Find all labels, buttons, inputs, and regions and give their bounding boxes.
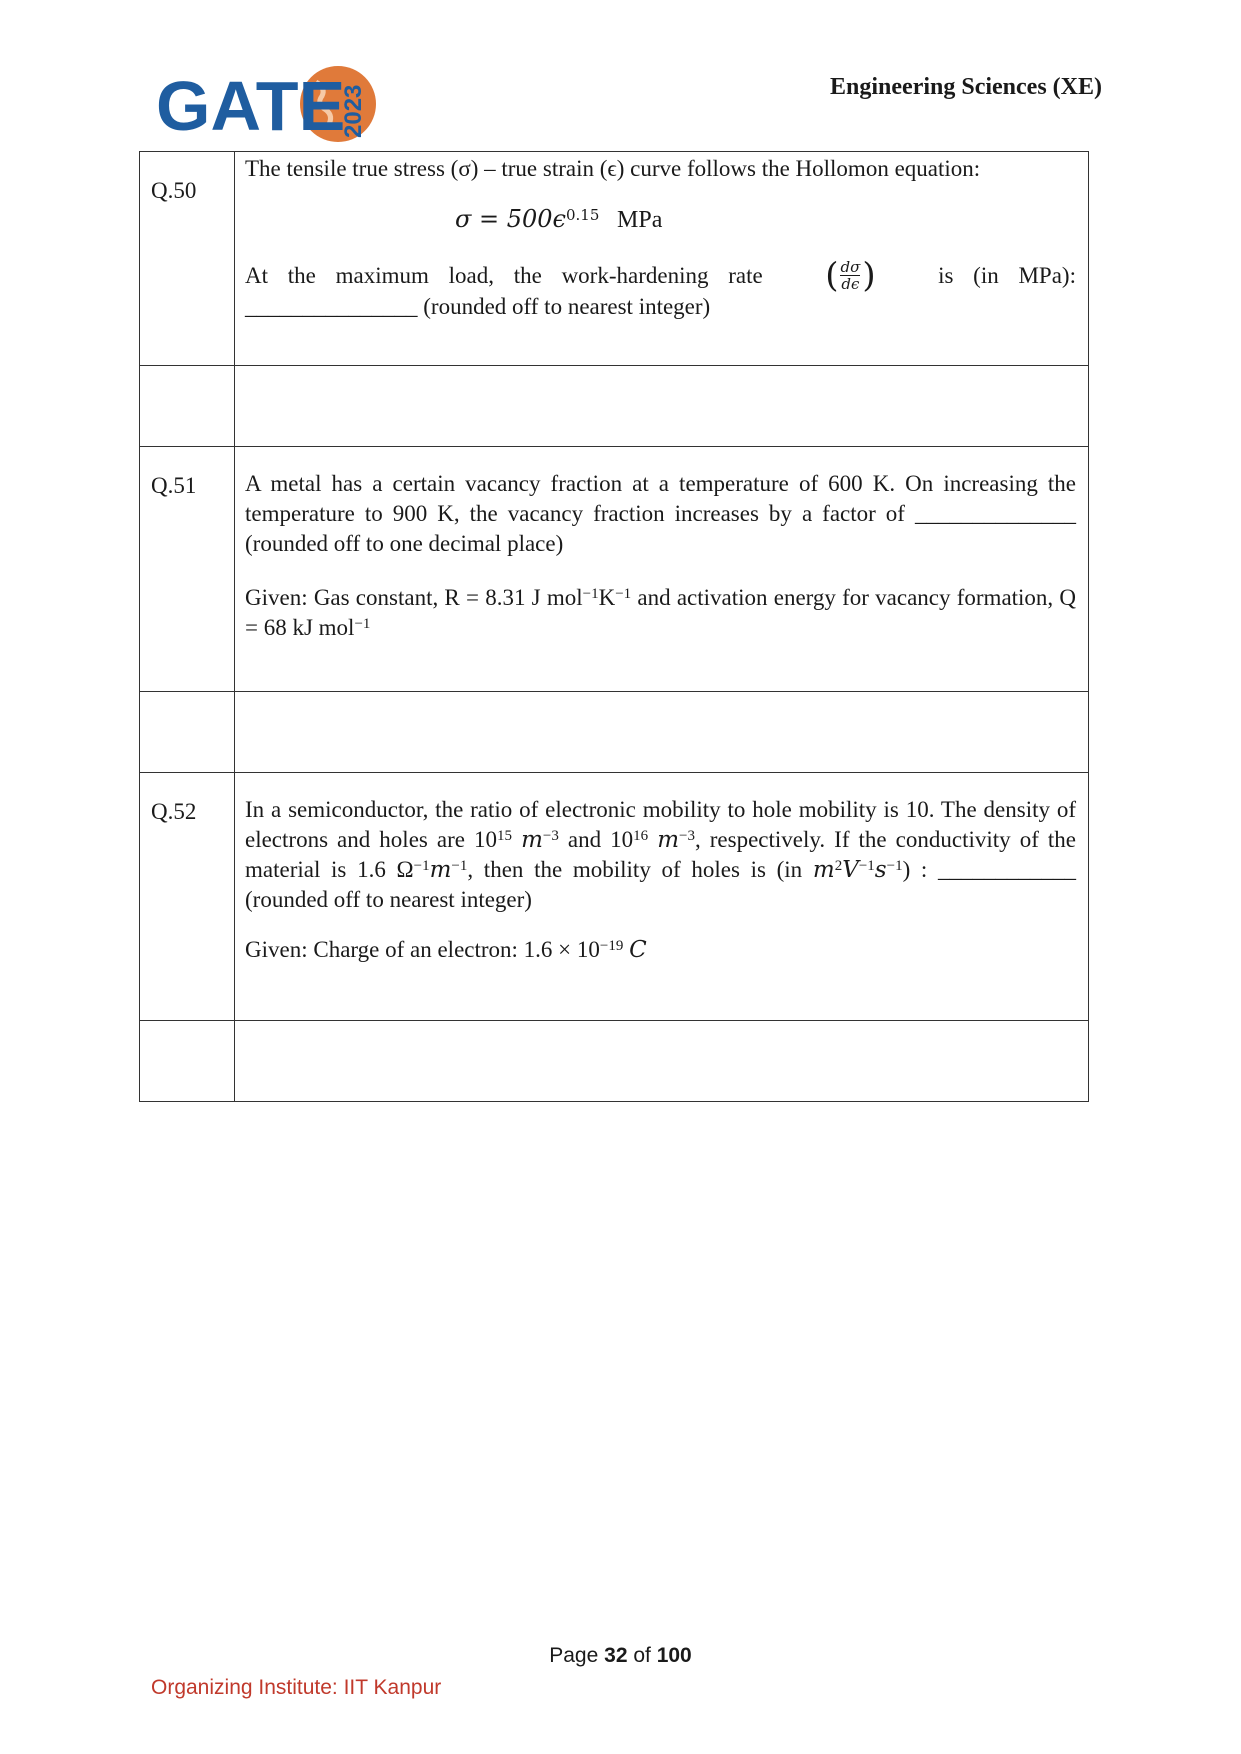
- unit-m: m: [429, 857, 452, 883]
- question-number: Q.52: [140, 773, 235, 1021]
- logo-year-text: 2023: [340, 84, 367, 138]
- given-text-c: and activation energy for vacancy formation, Q = 68 kJ mol: [245, 585, 1077, 640]
- empty-cell: [140, 366, 235, 447]
- page-number: [0, 1644, 1241, 1668]
- exponent: −1: [413, 858, 430, 874]
- gate-2023-logo: [156, 60, 376, 146]
- question-intro: The tensile true stress (σ) – true strain (ϵ) curve follows the Hollomon equation:: [245, 156, 981, 181]
- text-b: and 10: [567, 827, 634, 852]
- equation-exponent: 0.15: [566, 206, 600, 224]
- prompt-text-b: is (in MPa):: [938, 262, 1076, 288]
- question-number: Q.50: [140, 152, 235, 366]
- question-row: [140, 447, 1089, 692]
- exponent: −1: [615, 586, 632, 602]
- frac-numerator: dσ: [840, 258, 861, 277]
- unit-m: m: [657, 827, 679, 853]
- answer-row: [140, 1021, 1089, 1102]
- derivative-fraction: ( $\frac{d\sigma}{d\epsilon}$ ): [825, 255, 876, 296]
- exponent: −1: [451, 858, 468, 874]
- question-given: [245, 935, 1076, 965]
- answer-line: _______________ (rounded off to nearest integer): [245, 294, 711, 320]
- empty-cell: [235, 1021, 1089, 1102]
- question-body: [235, 152, 1089, 366]
- logo-gate-text: GATE: [156, 67, 346, 145]
- equation-unit: MPa: [617, 207, 663, 233]
- empty-cell: [235, 366, 1089, 447]
- exponent: −1: [354, 616, 371, 632]
- empty-cell: [235, 692, 1089, 773]
- given-text: Given: Charge of an electron: 1.6 × 10: [245, 937, 600, 962]
- exponent: −1: [582, 586, 599, 602]
- answer-row: [140, 692, 1089, 773]
- question-table: [139, 151, 1089, 1102]
- question-row: [140, 152, 1089, 366]
- unit-m: m: [521, 827, 543, 853]
- empty-cell: [140, 1021, 235, 1102]
- given-text-b: K: [598, 585, 616, 610]
- empty-cell: [140, 692, 235, 773]
- exponent: −1: [886, 858, 903, 874]
- unit-c: C: [629, 937, 647, 963]
- exponent: 2: [834, 858, 843, 874]
- hollomon-equation: [245, 204, 1076, 235]
- exponent: 16: [633, 828, 649, 844]
- question-row: [140, 773, 1089, 1021]
- exponent: −1: [858, 858, 875, 874]
- text-a: In a semiconductor, the ratio of electronic mobility to hole mobility is 10. The density of electrons and holes are 10: [245, 797, 1076, 852]
- question-text: A metal has a certain vacancy fraction at a temperature of 600 K. On increasing the temperature to 900 K, the vacancy fraction increases by a factor of ______________ (rounded off to one decimal place): [245, 471, 1076, 556]
- answer-row: [140, 366, 1089, 447]
- question-given: [245, 583, 1076, 643]
- text-d: , then the mobility of holes is (in: [467, 857, 803, 882]
- text-c: , respectively. If the conductivity of the material is 1.6 Ω: [245, 827, 1076, 882]
- unit-m2: m: [812, 857, 835, 883]
- unit-s: s: [874, 857, 887, 883]
- question-number: Q.51: [140, 447, 235, 692]
- subject-title: Engineering Sciences (XE): [830, 74, 1102, 100]
- given-text-a: Given: Gas constant, R = 8.31 J mol: [245, 585, 583, 610]
- page-total: 100: [656, 1644, 692, 1667]
- question-body: [235, 447, 1089, 692]
- page-prefix: Page: [549, 1644, 605, 1667]
- exponent: −19: [599, 938, 624, 954]
- question-text: [245, 795, 1076, 915]
- prompt-text-a: At the maximum load, the work-hardening rate: [245, 262, 763, 288]
- text-e: ) : ____________ (rounded off to nearest integer): [245, 857, 1077, 912]
- page-current: 32: [604, 1644, 628, 1667]
- organizing-institute: Organizing Institute: IIT Kanpur: [151, 1676, 442, 1699]
- question-body: [235, 773, 1089, 1021]
- equation-lhs: σ = 500ϵ: [455, 205, 566, 233]
- page-of: of: [627, 1644, 657, 1667]
- exponent: −3: [679, 828, 695, 844]
- exponent: −3: [542, 828, 559, 844]
- exponent: 15: [497, 828, 513, 844]
- unit-v: V: [842, 857, 859, 883]
- question-prompt: [245, 255, 1076, 296]
- frac-denominator: dϵ: [841, 275, 860, 294]
